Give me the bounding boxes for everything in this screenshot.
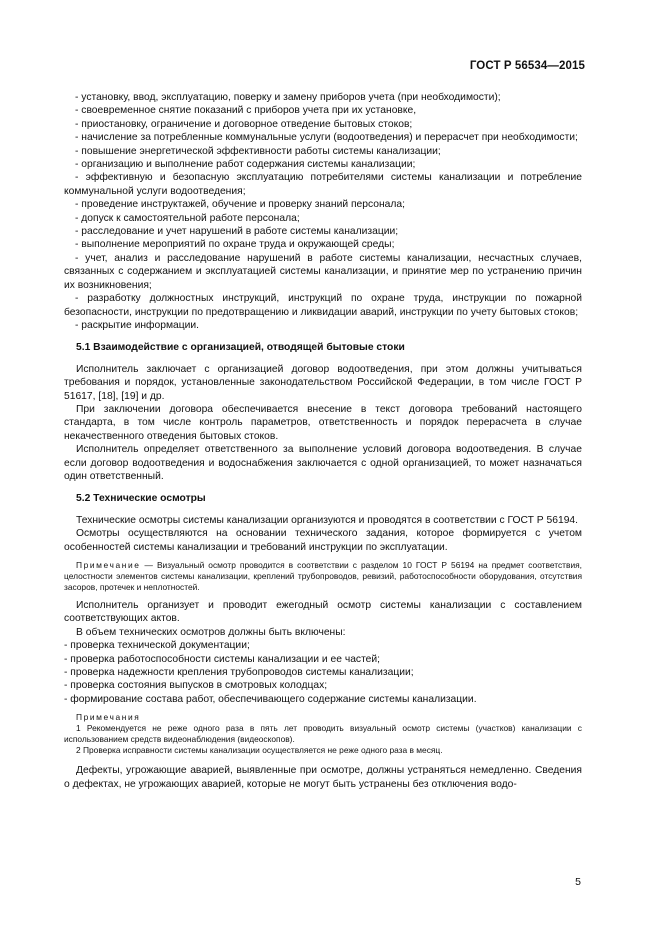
list-item: - проверка надежности крепления трубопроводов системы канализации; [64, 667, 414, 679]
list-item: - эффективную и безопасную эксплуатацию потребителями системы канализации и потребление коммунальной услуги водоотведения; [64, 172, 582, 197]
list-item: - проверка состояния выпусков в смотровых колодцах; [64, 680, 328, 692]
list-item: - приостановку, ограничение и договорное отведение бытовых стоков; [75, 118, 413, 130]
list-item: - учет, анализ и расследование нарушений в работе системы канализации, несчастных случаев, связанных с содержанием и эксплуатацией системы канализации, и принятие мер по устранению причин их возникновения; [64, 252, 582, 291]
section-heading-5-1: 5.1 Взаимодействие с организацией, отводящей бытовые стоки [76, 342, 405, 354]
list-item: - проверка технической документации; [64, 640, 250, 652]
notes-label: Примечания [76, 712, 141, 723]
list-item: - своевременное снятие показаний с приборов учета при их установке, [75, 105, 417, 117]
paragraph: В объем технических осмотров должны быть включены: [76, 626, 346, 638]
paragraph: Осмотры осуществляются на основании технического задания, которое формируется с учетом особенностей системы канализации и требований инструкции по эксплуатации. [64, 528, 582, 553]
list-item: - выполнение мероприятий по охране труда и окружающей среды; [75, 239, 395, 251]
list-item: - расследование и учет нарушений в работе системы канализации; [75, 226, 399, 238]
note-label: Примечание [76, 560, 141, 570]
list-item: - формирование состава работ, обеспечивающего содержание системы канализации. [64, 693, 477, 705]
note-item: 1 Рекомендуется не реже одного раза в пять лет проводить визуальный осмотр системы (участков) канализации с использованием средств видеонаблюдения (видеоскопов). [64, 723, 582, 745]
inspection-list [64, 639, 582, 706]
list-item: - установку, ввод, эксплуатацию, поверку и замену приборов учета (при необходимости); [75, 92, 501, 103]
list-item: - проведение инструктажей, обучение и проверку знаний персонала; [75, 199, 405, 211]
note [64, 560, 582, 593]
list-item: - допуск к самостоятельной работе персонала; [75, 212, 300, 224]
list-item: - раскрытие информации. [75, 319, 200, 331]
list-item: - проверка работоспособности системы канализации и ее частей; [64, 653, 381, 665]
page-content [64, 91, 582, 791]
paragraph: Исполнитель определяет ответственного за выполнение условий договора водоотведения. В случае если договор водоотведения и водоснабжения заключается с одной организацией, то может назначаться один ответственный. [64, 444, 582, 482]
list-item: - повышение энергетической эффективности работы системы канализации; [75, 145, 441, 157]
paragraph: При заключении договора обеспечивается внесение в текст договора требований настоящего стандарта, в том числе контроль параметров, ответственность и порядок перерасчета в случае некачественного отведения бытовых стоков. [64, 403, 582, 442]
page-number: 5 [575, 876, 581, 888]
paragraph: Дефекты, угрожающие аварией, выявленные при осмотре, должны устраняться немедленно. Сведения о дефектах, не угрожающих аварией, которые не могут быть устранены без отключения водо- [64, 765, 582, 790]
paragraph: Исполнитель заключает с организацией договор водоотведения, при этом должны учитываться требования и порядок, установленные законодательством Российской Федерации, в том числе ГОСТ Р 51617, [18], [19] и др. [64, 363, 582, 402]
list-item: - начисление за потребленные коммунальные услуги (водоотведения) и перерасчет при необходимости; [75, 132, 578, 144]
paragraph: Исполнитель организует и проводит ежегодный осмотр системы канализации с составлением соответствующих актов. [64, 600, 582, 625]
list-item: - разработку должностных инструкций, инструкций по охране труда, инструкции по пожарной безопасности, инструкции по предотвращению и ликвидации аварий, инструкции по учету бытовых стоков; [64, 293, 582, 318]
list-item: - организацию и выполнение работ содержания системы канализации; [75, 159, 416, 171]
note-item: 2 Проверка исправности системы канализации осуществляется не реже одного раза в месяц. [76, 745, 443, 756]
paragraph: Технические осмотры системы канализации организуются и проводятся в соответствии с ГОСТ Р 56194. [76, 514, 579, 526]
note-text: — Визуальный осмотр проводится в соответствии с разделом 10 ГОСТ Р 56194 на предмет соответствия, целостности элементов системы канализации, креплений трубопроводов, ревизий, работоспособности оборудования, отсутствия засоров, протечек и неплотностей. [64, 560, 582, 592]
duties-list [64, 91, 582, 332]
section-heading-5-2: 5.2 Технические осмотры [76, 493, 206, 505]
document-code: ГОСТ Р 56534—2015 [469, 60, 585, 72]
